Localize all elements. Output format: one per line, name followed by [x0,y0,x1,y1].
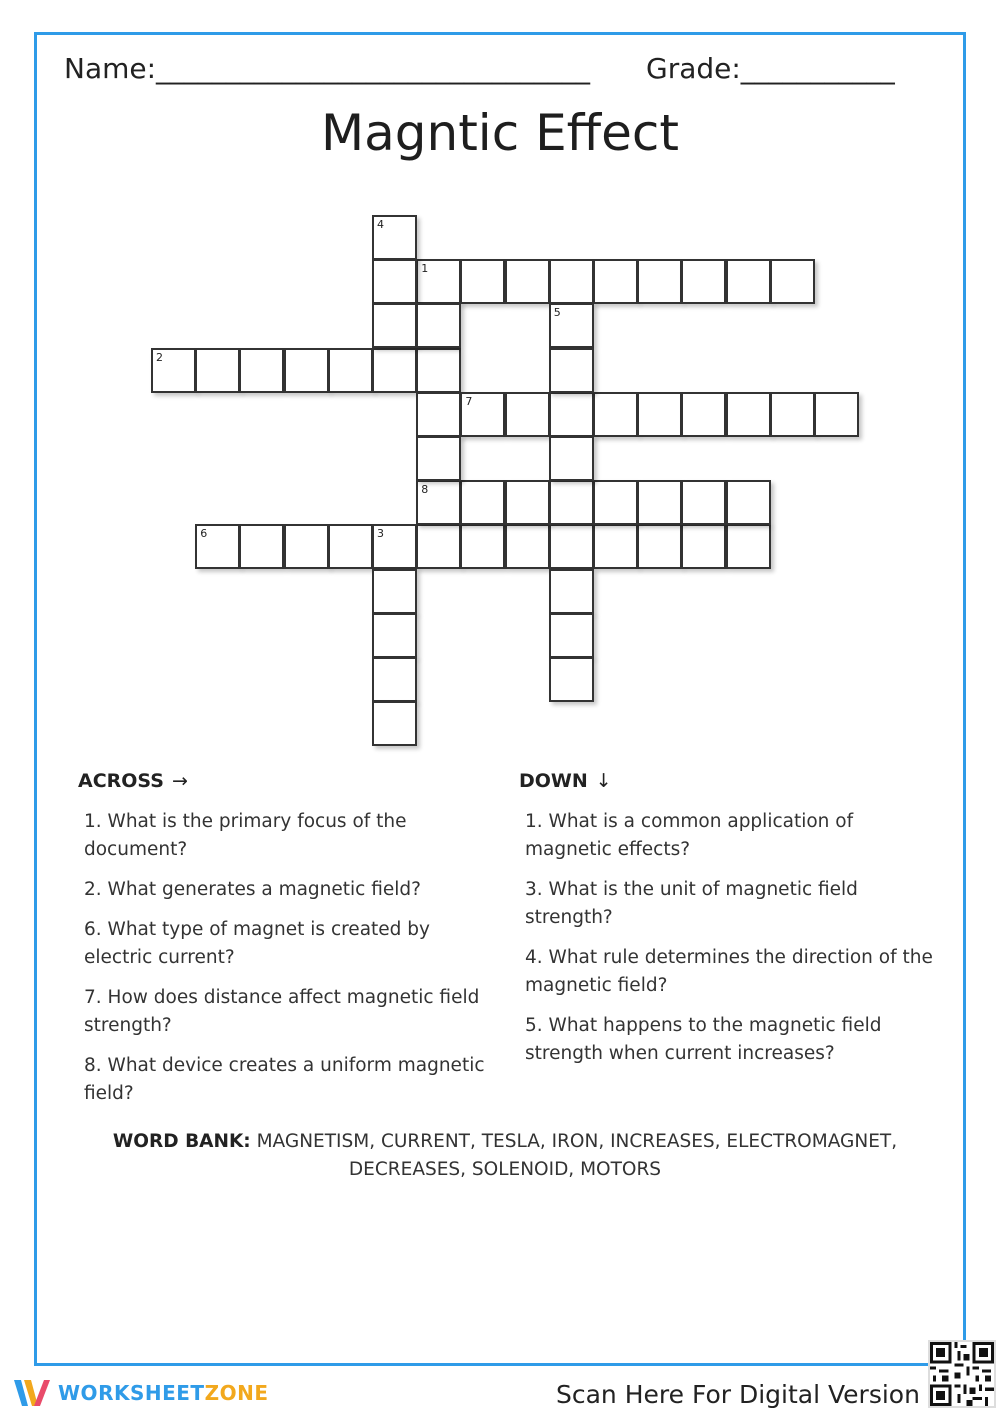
across-clue: 8. What device creates a uniform magnetic field? [84,1055,485,1104]
crossword-cell[interactable] [770,392,815,437]
crossword-cell[interactable] [549,392,594,437]
crossword-cell[interactable] [372,613,417,658]
crossword-cell[interactable] [637,480,682,525]
crossword-cell[interactable] [549,259,594,304]
crossword-cell[interactable] [328,348,373,393]
crossword-cell[interactable] [460,259,505,304]
crossword-cell[interactable] [416,259,461,304]
clue-number: 5 [553,306,561,320]
across-heading [78,770,188,792]
crossword-cell[interactable] [372,569,417,614]
crossword-cell[interactable] [549,613,594,658]
crossword-cell[interactable] [460,480,505,525]
w-logo-icon [12,1376,54,1410]
across-clue: 6. What type of magnet is created by electric current? [84,919,430,968]
crossword-cell[interactable] [681,524,726,569]
clue-number: 6 [200,527,208,541]
crossword-cell[interactable] [416,480,461,525]
crossword-cell[interactable] [549,436,594,481]
crossword-cell[interactable] [637,392,682,437]
name-field[interactable]: Name:_______________________________ [64,52,591,85]
crossword-cell[interactable] [460,392,505,437]
down-heading [519,770,612,792]
crossword-cell[interactable] [284,348,329,393]
crossword-cell[interactable] [593,259,638,304]
crossword-cell[interactable] [637,259,682,304]
down-clues [525,808,940,1080]
brand-part1: WORKSHEET [58,1381,205,1405]
clue-number: 3 [377,527,384,541]
crossword-cell[interactable] [593,480,638,525]
crossword-cell[interactable] [239,348,284,393]
down-clue: 5. What happens to the magnetic field strength when current increases? [525,1015,882,1064]
crossword-cell[interactable] [549,480,594,525]
across-clue: 7. How does distance affect magnetic field strength? [84,987,480,1036]
crossword-cell[interactable] [416,524,461,569]
crossword-cell[interactable] [549,348,594,393]
crossword-cell[interactable] [328,524,373,569]
crossword-cell[interactable] [372,303,417,348]
down-clue: 4. What rule determines the direction of the magnetic field? [525,947,933,996]
arrow-down-icon: ↓ [595,770,612,792]
clue-number: 2 [156,350,163,364]
crossword-cell[interactable] [681,480,726,525]
crossword-cell[interactable] [151,348,196,393]
crossword-cell[interactable] [284,524,329,569]
crossword-cell[interactable] [593,524,638,569]
crossword-cell[interactable] [505,392,550,437]
crossword-cell[interactable] [814,392,859,437]
across-clue: 1. What is the primary focus of the document? [84,811,407,860]
worksheetzone-logo [12,1376,268,1410]
clue-number: 4 [377,218,384,231]
worksheet-title: Magntic Effect [321,104,679,162]
crossword-cell[interactable] [549,303,594,348]
down-heading-label: DOWN [519,770,588,792]
clue-number: 7 [465,394,473,408]
crossword-cell[interactable] [505,480,550,525]
crossword-cell[interactable] [770,259,815,304]
crossword-cell[interactable] [726,480,771,525]
grade-field[interactable]: Grade:___________ [646,52,895,85]
crossword-cell[interactable] [549,569,594,614]
crossword-cell[interactable] [239,524,284,569]
crossword-cell[interactable] [549,524,594,569]
crossword-cell[interactable] [505,259,550,304]
across-heading-label: ACROSS [78,770,164,792]
word-bank-words: MAGNETISM, CURRENT, TESLA, IRON, INCREASES, ELECTROMAGNET, DECREASES, SOLENOID, MOTORS [256,1131,898,1180]
crossword-cell[interactable] [726,259,771,304]
crossword-cell[interactable] [460,524,505,569]
crossword-cell[interactable] [549,657,594,702]
clue-number: 8 [421,483,429,497]
crossword-cell[interactable] [372,701,417,746]
word-bank [90,1128,920,1184]
word-bank-label: WORD BANK: [112,1131,251,1152]
crossword-cell[interactable] [505,524,550,569]
crossword-cell[interactable] [195,348,240,393]
crossword-cell[interactable] [372,348,417,393]
crossword-cell[interactable] [416,436,461,481]
crossword-cell[interactable] [726,524,771,569]
crossword-cell[interactable] [416,392,461,437]
crossword-cell[interactable] [726,392,771,437]
brand-part2: ZONE [204,1381,269,1405]
across-clue: 2. What generates a magnetic field? [84,879,421,900]
crossword-cell[interactable] [372,259,417,304]
scan-text: Scan Here For Digital Version [556,1380,920,1409]
crossword-cell[interactable] [195,524,240,569]
crossword-cell[interactable] [681,392,726,437]
across-clues [84,808,494,1120]
clue-number: 1 [421,262,429,276]
down-clue: 3. What is the unit of magnetic field strength? [525,879,858,928]
crossword-cell[interactable] [416,348,461,393]
crossword-cell[interactable] [372,524,417,569]
down-clue: 1. What is a common application of magnetic effects? [525,811,854,860]
qr-code-icon[interactable] [928,1340,996,1408]
arrow-right-icon: → [171,770,188,792]
crossword-cell[interactable] [681,259,726,304]
crossword-cell[interactable] [372,657,417,702]
crossword-cell[interactable] [372,215,417,260]
crossword-cell[interactable] [416,303,461,348]
crossword-cell[interactable] [593,392,638,437]
crossword-cell[interactable] [637,524,682,569]
